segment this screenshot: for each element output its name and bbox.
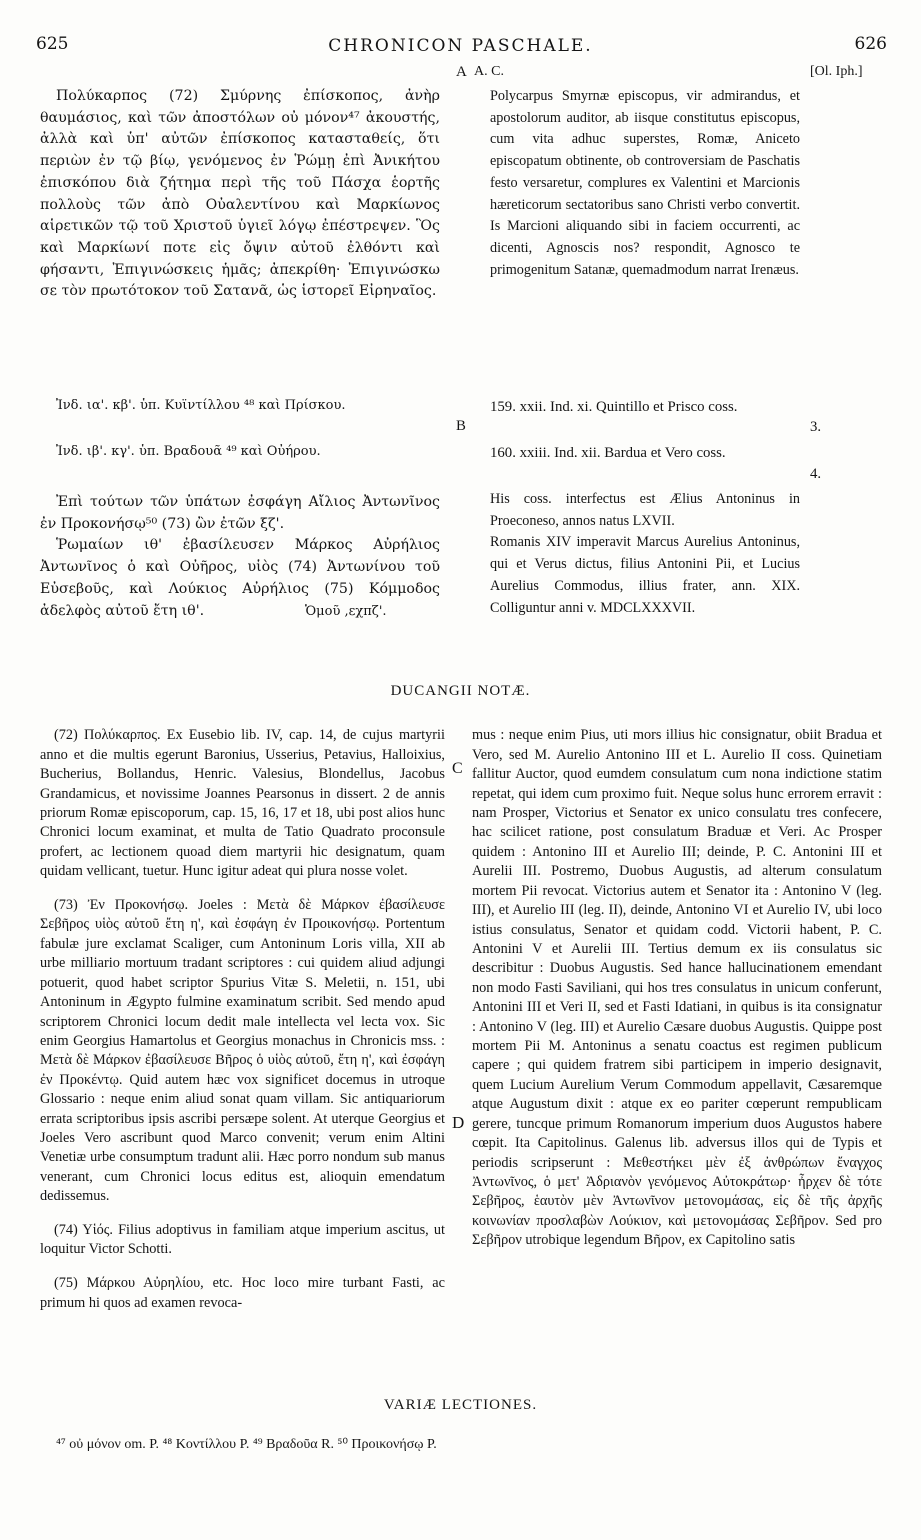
greek-sum: Ὁμοῦ ,εχπζ'. bbox=[305, 604, 387, 619]
note-73: (73) Ἐν Προκονήσῳ. Joeles : Μετὰ δὲ Μάρκον ἐβασίλευσε Σεβῆρος υἱὸς αὐτοῦ ἔτη η', καὶ ἐσφάγη ἐν Προικονήσῳ. Portentum fabulæ jure exclamat Scaliger, cum Antoninum Loris villa, XII ab urbe milliario mortuum tradant scriptores : cui quidem aliud adjungi potuerit, quod habet scriptor Spurius Vitæ S. Meletii, n. 151, ubi Antoninum in Ægypto fulmine examinatum scribit. Sed mendo apud scriptorem Chronici locum dedit male intellecta vel lecta vox. Sic enim Georgius Hamartolus et Georgius monachus in Chronicis mss. : Μετὰ δὲ Μάρκον ἐβασίλευσε Βῆρος ὁ υἱὸς αὐτοῦ, ἔτη η', καὶ ἐσφάγη ἐν Προκέντῳ. Quid autem hæc vox significet docemus in utroque Glossario : neque enim aliud sonat quam villam. Sic antiquariorum errata scriptoribus ipsis ascribi persæpe solent. At uterque Georgius et Joeles Vero ascribunt quod Marco convenit; verum enim Altini Venetiæ urbe consumptum tradunt alii. Hæc porro nondum sub manus venerant, cum Chronici locus editus est, alioquin emendatum dedissemus. bbox=[40, 896, 445, 1205]
latin-paragraph: Polycarpus Smyrnæ episcopus, vir admirandus, et apostolorum auditor, ab iisque constitutus episcopus, cum vita adhuc superstes, Romæ, Aniceto episcopatum obtinente, ob controversiam de Paschatis festo versaretur, complures ex Valentini et Marcionis hæreticorum sectatoribus sano Christi verbo convertit. Is Marcioni aliquando sibi in faciem occurrenti, ac dicenti, Agnoscis nos? respondit, Agnosco te primogenitum Satanæ, quemadmodum narrat Irenæus. bbox=[490, 88, 800, 278]
greek-column-lower bbox=[40, 492, 440, 622]
variae-title: VARIÆ LECTIONES. bbox=[383, 1397, 538, 1413]
greek-column bbox=[40, 86, 440, 303]
margin-letter-a: A bbox=[456, 64, 467, 80]
latin-indiction-2: 160. xxiii. Ind. xii. Bardua et Vero coss. bbox=[490, 445, 726, 461]
latin-indiction-1: 159. xxii. Ind. xi. Quintillo et Prisco coss. bbox=[490, 399, 738, 415]
era-label: A. C. bbox=[474, 64, 504, 79]
latin-indiction-2-number: 4. bbox=[810, 466, 822, 482]
latin-emperors: Romanis XIV imperavit Marcus Aurelius Antoninus, qui et Verus dictus, filius Antonini Pii, et Lucius Aurelius Commodus, illius frater, ann. XIX. Colliguntur anni v. MDCLXXXVII. bbox=[490, 534, 800, 616]
margin-letter-b: B bbox=[456, 418, 466, 434]
variae-line: ⁴⁷ οὐ μόνον om. P. ⁴⁸ Κοντίλλου P. ⁴⁹ Βραδοῦα R. ⁵⁰ Προικονήσῳ P. bbox=[56, 1437, 437, 1452]
greek-indiction-1: Ἰνδ. ια'. κβ'. ὑπ. Κυϊντίλλου ⁴⁸ καὶ Πρίσκου. bbox=[56, 398, 346, 413]
page-number-left: 625 bbox=[36, 34, 69, 54]
greek-emperors: Ῥωμαίων ιθ' ἐβασίλευσεν Μάρκος Αὐρήλιος Ἀντωνῖνος ὁ καὶ Οὐῆρος, υἱὸς (74) Ἀντωνίνου τοῦ Εὐσεβοῦς, καὶ Λούκιος Αὐρήλιος (75) Κόμμοδος ἀδελφὸς αὐτοῦ ἔτη ιθ'. bbox=[40, 537, 440, 619]
greek-consuls: Ἐπὶ τούτων τῶν ὑπάτων ἐσφάγη Αἴλιος Ἀντωνῖνος ἐν Προκονήσῳ⁵⁰ (73) ὢν ἐτῶν ξζ'. bbox=[40, 494, 440, 532]
latin-indiction-1-number: 3. bbox=[810, 419, 822, 435]
olympiad-label: [Ol. Iph.] bbox=[810, 64, 863, 79]
note-75: (75) Μάρκου Αὐρηλίου, etc. Hoc loco mire turbant Fasti, ac primum hi quos ad examen revoca- bbox=[40, 1275, 445, 1311]
note-72: (72) Πολύκαρπος. Ex Eusebio lib. IV, cap. 14, de cujus martyrii anno et die multis egerunt Baronius, Usserius, Petavius, Halloixius, Bucherius, Bollandus, Henric. Valesius, Blondellus, Jacobus Grandamicus, et novissime Joannes Pearsonus in dissert. 2 de annis priorum Romæ episcoporum, cap. 15, 16, 17 et 18, ubi post alios hunc Chronici locum examinat, et multa de Tatio Quadrato proconsule profert, ac lectionem quoad diem martyrii hic designatum, quam quidam vellicant, tuetur. Hunc igitur adeat qui plura nosse volet. bbox=[40, 727, 445, 880]
notes-right-column bbox=[472, 712, 882, 1265]
latin-column bbox=[490, 86, 800, 281]
margin-letter-c: C bbox=[452, 760, 463, 777]
greek-indiction-2: Ἰνδ. ιβ'. κγ'. ὑπ. Βραδουᾶ ⁴⁹ καὶ Οὐήρου. bbox=[56, 444, 321, 459]
notes-left-column bbox=[40, 712, 445, 1327]
note-74: (74) Υἱός. Filius adoptivus in familiam atque imperium ascitus, ut loquitur Victor Schotti. bbox=[40, 1222, 445, 1258]
note-75-continued: mus : neque enim Pius, uti mors illius hic consignatur, obiit Bradua et Vero, sed M. Aurelio Antonino III et L. Aurelio II coss. Quinetiam fallitur Auctor, quod eumdem consulatum cum nona indictione statim repetat, qui idem cum proximo fuit. Neque solus hunc errorem erravit : nam Prosper, Victorius et Senator ex unico consulatu tres confecere, hac scilicet ratione, post consulatum Braduæ et Veri. Ac Prosper quidem : Antonino III et Aurelio III; deinde, P. C. Antonini III et Aurelii III. Postremo, Duobus Augustis, ad alterum consulatum mortem Pii revocat. Victorius autem et Senator ita : Antonino V (leg. III), et Aurelio III (leg. II), deinde, Antonino VI et Aurelio IV, ubi loco istius consulatus, Senator et quidam codd. Victorii habent, P. C. Antonini V et Aurelii III. Tertius demum ex iis consulatus sic describitur : Duobus Augustis. Sed hance hallucinationem emendant non modo Fasti Saviliani, qui hos tres consulatus in unicum conferunt, Antonini III et Veri II, sed et Fasti Idatiani, in quibus is ita consignatur : Antonino V (leg. III) et Aurelio Cæsare duobus Augustis. Quippe post mortem Pii M. Antoninus a senatu coactus est regimen publicum capere ; qui quidem fratrem sibi participem in imperio designavit, quem Lucium Aurelium Verum Commodum appellavit, Cæsaremque atque Augustum dixit : atque ex eo pariter cœperunt rempublicam gerere, tuncque primum Romanorum imperium duos Augustos habere cœpit. Ita Capitolinus. Galenus lib. adversus illos qui de Typis et periodis scripserunt : Μεθεστήκει μὲν ἐξ ἀνθρώπων ἔναγχος Ἀντωνῖνος, ὁ μετ' Ἀδριανὸν γενόμενος Αὐτοκράτωρ· ἦρχεν δὲ τότε Σεβῆρος, ἑαυτὸν μὲν Ἀντωνῖνον μετονομάσας, εἰς δὲ τῆς ἀρχῆς κοινωνίαν προσλαβὼν Λούκιον, καὶ μετονομάσας Σεβῆρον. Sed pro Σεβῆρον utrobique legendum Βῆρον, ex Capitolino satis bbox=[472, 727, 882, 1249]
greek-paragraph: Πολύκαρπος (72) Σμύρνης ἐπίσκοπος, ἀνὴρ θαυμάσιος, καὶ τῶν ἀποστόλων οὐ μόνον⁴⁷ ἀκουστής, ἀλλὰ καὶ ὑπ' αὐτῶν ἐπίσκοπος κατασταθείς, ὅτι περιὼν ἐν τῷ βίῳ, γενόμενος ἐν Ῥώμῃ ἐπὶ Ἀνικήτου ἐπισκόπου διὰ ζήτημα περὶ τῆς τοῦ Πάσχα ἑορτῆς πολλοὺς τῶν ἀπὸ Οὐαλεντίνου καὶ Μαρκίωνος αἱρετικῶν τῷ τοῦ Χριστοῦ ὑγιεῖ λόγῳ ἐπέστρεψεν. Ὃς καὶ Μαρκίωνί ποτε εἰς ὄψιν αὐτοῦ ἐλθόντι καὶ φήσαντι, Ἐπιγινώσκεις ἡμᾶς; ἀπεκρίθη· Ἐπιγινώσκω σε τὸν πρωτότοκον τοῦ Σατανᾶ, ὡς ἱστορεῖ Εἰρηναῖος. bbox=[40, 88, 440, 300]
margin-letter-d: D bbox=[452, 1113, 465, 1132]
latin-column-lower bbox=[490, 489, 800, 619]
page-number-right: 626 bbox=[854, 34, 887, 54]
running-title: CHRONICON PASCHALE. bbox=[328, 36, 593, 56]
latin-consuls: His coss. interfectus est Ælius Antoninus in Proeconeso, annos natus LXVII. bbox=[490, 491, 800, 529]
notes-title: DUCANGII NOTÆ. bbox=[390, 683, 531, 699]
